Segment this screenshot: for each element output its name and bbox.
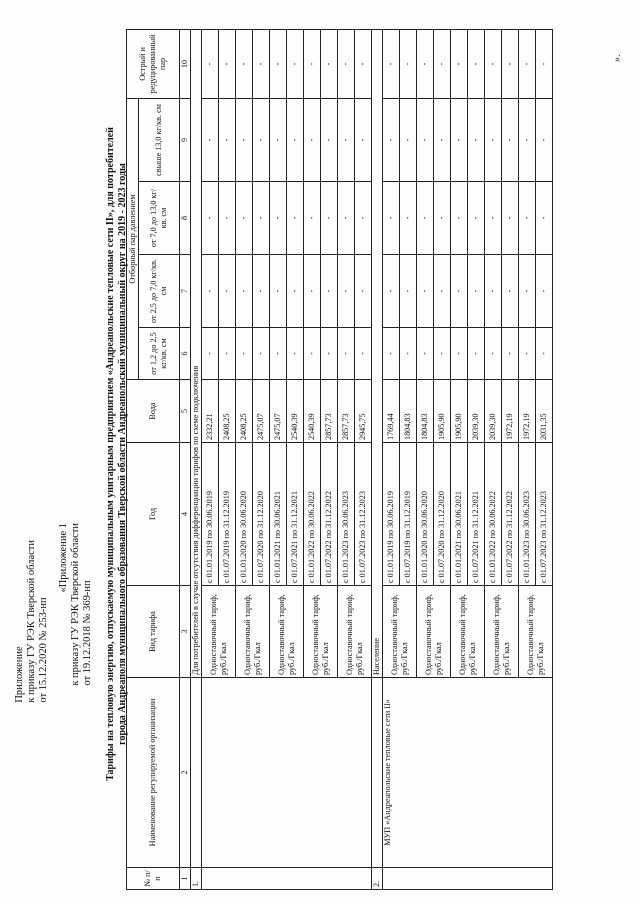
empty-value: - <box>202 182 219 255</box>
period: с 01.07.2020 по 31.12.2020 <box>434 443 451 586</box>
empty-value: - <box>253 328 270 380</box>
empty-value: - <box>400 255 417 328</box>
empty-value: - <box>417 255 434 328</box>
empty-value: - <box>502 255 519 328</box>
empty-value: - <box>287 255 304 328</box>
organization-cell <box>191 678 202 868</box>
water-value: 2031,35 <box>536 380 553 443</box>
water-value: 2857,73 <box>338 380 355 443</box>
empty-value: - <box>434 182 451 255</box>
period: с 01.07.2019 по 31.12.2019 <box>219 443 236 586</box>
empty-value: - <box>304 255 321 328</box>
header-steam-1: от 1,2 до 2,5 кг/кв. см <box>139 328 180 380</box>
empty-value: - <box>321 255 338 328</box>
period: с 01.07.2022 по 31.12.2022 <box>321 443 338 586</box>
period: с 01.01.2022 по 30.06.2022 <box>304 443 321 586</box>
tariff-type: Одноставочный тариф, руб./Гкал <box>383 586 417 678</box>
empty-value: - <box>519 182 536 255</box>
row-number: 1. <box>191 868 202 890</box>
water-value: 1905,90 <box>451 380 468 443</box>
empty-value: - <box>468 328 485 380</box>
tariff-type: Одноставочный тариф, руб./Гкал <box>270 586 304 678</box>
empty-value: - <box>270 29 287 98</box>
tariff-table <box>126 29 553 890</box>
empty-value: - <box>219 98 236 181</box>
tariff-type: Одноставочный тариф, руб./Гкал <box>451 586 485 678</box>
water-value: 2332,21 <box>202 380 219 443</box>
empty-value: - <box>536 29 553 98</box>
empty-value: - <box>219 182 236 255</box>
empty-value: - <box>502 328 519 380</box>
empty-value: - <box>202 98 219 181</box>
empty-value: - <box>400 328 417 380</box>
empty-value: - <box>355 182 372 255</box>
empty-value: - <box>236 98 253 181</box>
period: с 01.01.2020 по 30.06.2020 <box>417 443 434 586</box>
water-value: 2857,73 <box>321 380 338 443</box>
water-value: 2408,25 <box>219 380 236 443</box>
empty-value: - <box>321 98 338 181</box>
column-number: 7 <box>180 255 191 328</box>
column-number: 5 <box>180 380 191 443</box>
header-water: Вода <box>127 380 180 443</box>
empty-value: - <box>321 29 338 98</box>
water-value: 1804,83 <box>417 380 434 443</box>
period: с 01.07.2021 по 31.12.2021 <box>287 443 304 586</box>
column-number: 10 <box>180 29 191 98</box>
empty-value: - <box>304 29 321 98</box>
empty-value: - <box>468 29 485 98</box>
empty-value: - <box>355 328 372 380</box>
empty-value: - <box>236 29 253 98</box>
water-value: 2945,75 <box>355 380 372 443</box>
period: с 01.01.2021 по 30.06.2021 <box>270 443 287 586</box>
empty-value: - <box>502 29 519 98</box>
table-row <box>202 29 219 889</box>
row-number-spacer <box>383 868 553 890</box>
empty-value: - <box>253 255 270 328</box>
header-steam-2: от 2,5 до 7,0 кг/кв. см <box>139 255 180 328</box>
empty-value: - <box>468 182 485 255</box>
appendix-line-3: от 15.12.2020 № 253-нп <box>38 597 49 703</box>
empty-value: - <box>451 255 468 328</box>
empty-value: - <box>202 255 219 328</box>
empty-value: - <box>338 255 355 328</box>
column-number: 4 <box>180 443 191 586</box>
organization-cell <box>372 678 383 868</box>
original-appendix-header <box>58 523 94 686</box>
water-value: 1905,90 <box>434 380 451 443</box>
appendix-line-1: Приложение <box>14 646 25 703</box>
water-value: 2540,39 <box>287 380 304 443</box>
empty-value: - <box>468 255 485 328</box>
water-value: 1972,19 <box>502 380 519 443</box>
empty-value: - <box>468 98 485 181</box>
row-number: 2. <box>372 868 383 890</box>
empty-value: - <box>287 182 304 255</box>
period: с 01.01.2023 по 30.06.2023 <box>338 443 355 586</box>
appendix-line-2: к приказу ГУ РЭК Тверской области <box>26 540 37 703</box>
empty-value: - <box>321 182 338 255</box>
period: с 01.07.2019 по 31.12.2019 <box>400 443 417 586</box>
water-value: 2039,30 <box>468 380 485 443</box>
empty-value: - <box>536 182 553 255</box>
empty-value: - <box>383 98 400 181</box>
empty-value: - <box>236 182 253 255</box>
water-value: 2540,39 <box>304 380 321 443</box>
empty-value: - <box>519 328 536 380</box>
header-steam-4: свыше 13,0 кг/кв. см <box>139 98 180 181</box>
empty-value: - <box>417 98 434 181</box>
tariff-type: Одноставочный тариф, руб./Гкал <box>202 586 236 678</box>
empty-value: - <box>451 29 468 98</box>
empty-value: - <box>321 328 338 380</box>
period: с 01.07.2021 по 31.12.2021 <box>468 443 485 586</box>
empty-value: - <box>253 29 270 98</box>
tariff-type: Одноставочный тариф, руб./Гкал <box>485 586 519 678</box>
empty-value: - <box>434 328 451 380</box>
empty-value: - <box>236 255 253 328</box>
organization-name: МУП «Андреапольские тепловые сети II» <box>383 678 553 868</box>
empty-value: - <box>451 328 468 380</box>
empty-value: - <box>270 255 287 328</box>
empty-value: - <box>355 255 372 328</box>
header-year: Год <box>127 443 180 586</box>
empty-value: - <box>485 29 502 98</box>
empty-value: - <box>451 98 468 181</box>
water-value: 2039,30 <box>485 380 502 443</box>
empty-value: - <box>304 328 321 380</box>
period: с 01.01.2020 по 30.06.2020 <box>236 443 253 586</box>
empty-value: - <box>287 328 304 380</box>
empty-value: - <box>253 182 270 255</box>
empty-value: - <box>202 29 219 98</box>
empty-value: - <box>355 98 372 181</box>
period: с 01.01.2019 по 30.06.2019 <box>202 443 219 586</box>
empty-value: - <box>519 255 536 328</box>
period: с 01.07.2023 по 31.12.2023 <box>355 443 372 586</box>
column-number: 1 <box>180 868 191 890</box>
empty-value: - <box>502 182 519 255</box>
empty-value: - <box>236 328 253 380</box>
header-organization: Наименование регулируемой организации <box>127 678 180 868</box>
empty-value: - <box>270 328 287 380</box>
closing-quote-mark: ». <box>612 54 623 62</box>
empty-value: - <box>536 98 553 181</box>
tariff-type: Одноставочный тариф, руб./Гкал <box>417 586 451 678</box>
empty-value: - <box>485 255 502 328</box>
empty-value: - <box>519 98 536 181</box>
water-value: 2408,25 <box>236 380 253 443</box>
empty-value: - <box>270 182 287 255</box>
column-number: 3 <box>180 586 191 678</box>
original-appendix-line-3: от 19.12.2018 № 369-нп <box>82 580 93 686</box>
empty-value: - <box>355 29 372 98</box>
header-num: № п/ п <box>127 868 180 890</box>
empty-value: - <box>219 255 236 328</box>
empty-value: - <box>287 29 304 98</box>
period: с 01.07.2022 по 31.12.2022 <box>502 443 519 586</box>
empty-value: - <box>304 98 321 181</box>
section-row <box>191 29 202 889</box>
empty-value: - <box>338 182 355 255</box>
period: с 01.01.2022 по 30.06.2022 <box>485 443 502 586</box>
tariff-type: Одноставочный тариф, руб./Гкал <box>338 586 372 678</box>
empty-value: - <box>270 98 287 181</box>
empty-value: - <box>502 98 519 181</box>
title-line-2: города Андреаполя муниципального образования Тверской области Андреапольский муниципальный округ на 2019 - 2023 годы <box>117 163 128 745</box>
empty-value: - <box>383 29 400 98</box>
empty-value: - <box>400 182 417 255</box>
empty-value: - <box>383 328 400 380</box>
water-value: 1804,83 <box>400 380 417 443</box>
empty-value: - <box>434 98 451 181</box>
period: с 01.01.2019 по 30.06.2019 <box>383 443 400 586</box>
empty-value: - <box>434 29 451 98</box>
empty-value: - <box>338 98 355 181</box>
header-steam: Отборный пар давлением <box>127 98 139 379</box>
column-number: 2 <box>180 678 191 868</box>
empty-value: - <box>485 328 502 380</box>
water-value: 1972,19 <box>519 380 536 443</box>
empty-value: - <box>519 29 536 98</box>
period: с 01.01.2021 по 30.06.2021 <box>451 443 468 586</box>
empty-value: - <box>338 29 355 98</box>
section-title: Население <box>372 29 383 677</box>
empty-value: - <box>417 182 434 255</box>
empty-value: - <box>219 328 236 380</box>
empty-value: - <box>485 98 502 181</box>
empty-value: - <box>287 98 304 181</box>
empty-value: - <box>536 255 553 328</box>
tariff-type: Одноставочный тариф, руб./Гкал <box>304 586 338 678</box>
section-title: Для потребителей в случае отсутствия дифференциации тарифов по схеме подключения <box>191 29 202 677</box>
header-sharp-steam: Острый и редуцированный пар <box>127 29 180 98</box>
title-line-1: Тарифы на тепловую энергию, отпускаемую муниципальным унитарным предприятием «Андреапольские тепловые сети II», для потребителей <box>105 127 116 781</box>
period: с 01.07.2020 по 31.12.2020 <box>253 443 270 586</box>
appendix-header <box>14 540 50 703</box>
header-steam-3: от 7,0 до 13,0 кг/кв. см <box>139 182 180 255</box>
water-value: 2475,07 <box>270 380 287 443</box>
empty-value: - <box>383 182 400 255</box>
empty-value: - <box>400 29 417 98</box>
empty-value: - <box>383 255 400 328</box>
empty-value: - <box>304 182 321 255</box>
section-row <box>372 29 383 889</box>
tariff-type: Одноставочный тариф, руб./Гкал <box>519 586 553 678</box>
table-row <box>383 29 400 889</box>
header-tariff-type: Вид тарифа <box>127 586 180 678</box>
period: с 01.01.2023 по 30.06.2023 <box>519 443 536 586</box>
empty-value: - <box>338 328 355 380</box>
empty-value: - <box>417 328 434 380</box>
row-number-spacer <box>202 868 372 890</box>
empty-value: - <box>417 29 434 98</box>
tariff-type: Одноставочный тариф, руб./Гкал <box>236 586 270 678</box>
empty-value: - <box>253 98 270 181</box>
column-number: 6 <box>180 328 191 380</box>
empty-value: - <box>451 182 468 255</box>
water-value: 1769,44 <box>383 380 400 443</box>
column-number: 9 <box>180 98 191 181</box>
empty-value: - <box>202 328 219 380</box>
column-number: 8 <box>180 182 191 255</box>
empty-value: - <box>400 98 417 181</box>
empty-value: - <box>219 29 236 98</box>
original-appendix-line-2: к приказу ГУ РЭК Тверской области <box>70 523 81 686</box>
water-value: 2475,07 <box>253 380 270 443</box>
empty-value: - <box>536 328 553 380</box>
column-numbers-row <box>180 29 191 889</box>
organization-name <box>202 678 372 868</box>
original-appendix-line-1: «Приложение 1 <box>58 523 69 593</box>
period: с 01.07.2023 по 31.12.2023 <box>536 443 553 586</box>
empty-value: - <box>434 255 451 328</box>
empty-value: - <box>485 182 502 255</box>
